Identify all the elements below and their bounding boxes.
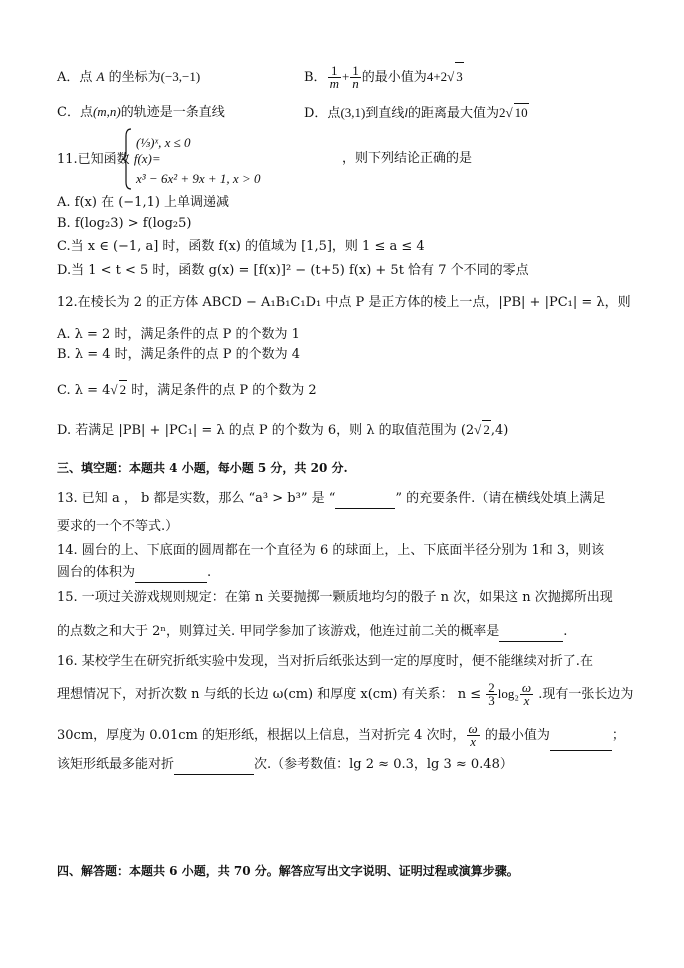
q16-l4-post: 次.（参考数值：lg 2 ≈ 0.3，lg 3 ≈ 0.48） [254,757,513,772]
q16-l3-post: 的最小值为 [480,728,550,743]
q12-c-post: 时，满足条件的点 P 的个数为 2 [127,383,317,398]
q10-b-sqrt: 3 [455,62,464,91]
q13-line2: 要求的一个不等式.） [57,519,179,534]
q10-b-num2: 1 [352,63,359,78]
q16-l2-post: .现有一张长边为 [534,687,634,702]
q16-l2-pre: 理想情况下，对折次数 n 与纸的长边 ω(cm) 和厚度 x(cm) 有关系： n ≤ [57,687,486,702]
q10-b-val: 4+2 [426,69,448,84]
q16-log: log₂ [497,686,519,701]
q10-b-den-n: n [352,76,359,91]
q10-b-prefix: B． [304,70,327,85]
q16-frac-omega-x [520,682,533,707]
q10-b-den-m: m [329,76,339,91]
q10-d-sqrt: 10 [514,105,528,120]
q12-option-b: B. λ = 4 时，满足条件的点 P 的个数为 4 [57,347,301,362]
q14-pre: 圆台的体积为 [57,565,136,580]
piecewise-brace-icon [122,128,132,190]
q16-frac2-num: ω [521,680,532,695]
q16-frac3-omega-x [467,723,480,748]
q10-option-c [57,103,225,122]
q10-d-line: l [404,105,408,120]
q14-line2 [57,564,211,583]
q10-a-coord: (−3,−1) [160,69,201,84]
q10-d-prefix: D．点 [304,106,341,121]
q16-l3-end: ； [611,728,625,743]
q16-line4 [57,756,513,775]
q16-line3 [57,722,625,751]
q10-c-prefix: C．点 [57,105,93,120]
q12-option-c: C. λ = 4√ 2 时，满足条件的点 P 的个数为 2 [57,382,317,398]
q11-fx: f(x)= [133,151,161,166]
q16-answer-blank-1[interactable] [550,722,612,751]
q10-a-prefix: A．点 [57,70,97,85]
q15-answer-blank[interactable] [499,623,563,642]
q10-b-frac-m [328,65,341,90]
q11-stem [57,150,161,169]
q12-d-post: ,4) [490,423,509,438]
q14-line1: 14. 圆台的上、下底面的圆周都在一个直径为 6 的球面上，上、下底面半径分别为 1和 3，则该 [57,543,605,558]
q12-stem: 12.在棱长为 2 的正方体 ABCD − A₁B₁C₁D₁ 中点 P 是正方体的棱上一点，|PB| + |PC₁| = λ，则 [57,295,631,310]
q16-frac2-den: x [523,693,530,708]
q10-d-coord: (3,1) [340,105,366,120]
q12-option-d: D. 若满足 |PB| + |PC₁| = λ 的点 P 的个数为 6，则 λ 的取值范围为 (2√ 2,4) [57,422,509,438]
q11-stem-suffix: ，则下列结论正确的是 [342,151,473,166]
q15-post: . [563,624,568,639]
q16-frac3-num: ω [468,721,478,736]
section4-heading: 四、解答题：本题共 6 小题，共 70 分。解答应写出文字说明、证明过程或演算步骤。 [57,864,519,878]
q10-b-mid: 的最小值为 [361,70,427,85]
q15-pre: 的点数之和大于 2ⁿ，则算过关. 甲同学参加了该游戏，他连过前二关的概率是 [57,624,500,639]
q12-d-sqrt: 2 [483,422,490,437]
q16-line1: 16. 某校学生在研究折纸实验中发现，当对折后纸张达到一定的厚度时，便不能继续对折了.在 [57,654,593,669]
q16-l4-pre: 该矩形纸最多能对折 [57,757,175,772]
q11-option-a: A. f(x) 在 (−1,1) 上单调递减 [57,195,230,210]
q13-post: ” 的充要条件.（请在横线处填上满足 [395,491,606,506]
q15-line2 [57,623,567,642]
q10-d-val: 2 [499,105,506,120]
q14-post: . [207,565,212,580]
q12-c-pre: C. λ = 4 [57,383,111,398]
q10-b-num1: 1 [328,65,341,78]
q10-option-b: B． $\frac{1}{m}$ + $\frac{1}{n}$ 的最小值为4+2√ 3 [304,63,463,91]
q10-option-d: D．点(3,1)到直线l的距离最大值为2√ 10 [304,105,528,121]
q10-a-point: A [96,69,105,84]
q10-d-mid: 到直线 [365,106,405,121]
q15-line1: 15. 一项过关游戏规则规定：在第 n 关要抛掷一颗质地均匀的骰子 n 次，如果这 n 次抛掷所出现 [57,590,613,605]
q10-a-mid: 的坐标为 [104,70,161,85]
q10-c-text: 的轨迹是一条直线 [120,105,225,120]
q13-answer-blank[interactable] [335,490,395,509]
q16-l3-pre: 30cm，厚度为 0.01cm 的矩形纸，根据以上信息，当对折完 4 次时， [57,728,466,743]
q16-frac-den: 3 [488,693,495,708]
q11-case2: x³ − 6x² + 9x + 1, x > 0 [136,171,261,186]
q11-stem-prefix: 11.已知函数 [57,152,130,167]
q14-answer-blank[interactable] [135,564,207,583]
q12-d-pre: D. 若满足 |PB| + |PC₁| = λ 的点 P 的个数为 6，则 λ 的取值范围为 (2 [57,423,475,438]
q11-option-d: D.当 1 < t < 5 时，函数 g(x) = [f(x)]² − (t+5) f(x) + 5t 恰有 7 个不同的零点 [57,263,529,278]
q13-pre: 13. 已知 a ， b 都是实数，那么 “a³ > b³” 是 “ [57,491,336,506]
q16-frac-num: 2 [488,680,495,695]
section3-heading: 三、填空题：本题共 4 小题，每小题 5 分，共 20 分. [57,461,348,475]
q16-line2 [57,680,633,709]
q16-answer-blank-2[interactable] [174,756,254,775]
q11-case1: (⅓)ˣ, x ≤ 0 [136,135,191,150]
q10-b-plus: + [341,69,350,84]
q12-option-a: A. λ = 2 时，满足条件的点 P 的个数为 1 [57,327,300,342]
q12-c-sqrt: 2 [119,382,127,397]
q16-frac3-den: x [470,734,476,749]
q16-frac-two-thirds [486,682,497,707]
q10-b-frac-n [350,65,361,90]
q10-c-coord: (m,n) [92,104,121,119]
q11-option-b: B. f(log₂3) > f(log₂5) [57,216,192,231]
q10-d-text: 的距离最大值为 [408,106,500,121]
q13-line1 [57,490,605,509]
q10-option-a [57,68,200,87]
q11-option-c: C.当 x ∈ (−1, a] 时，函数 f(x) 的值域为 [1,5]，则 1 ≤ a ≤ 4 [57,239,425,254]
